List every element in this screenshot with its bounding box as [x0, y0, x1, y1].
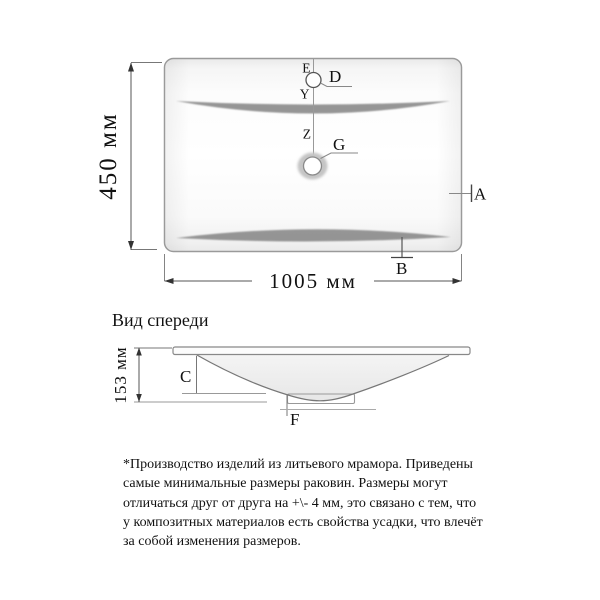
label-g: G	[333, 135, 346, 154]
footnote-line: у композитных материалов есть свойства усадки, что влечёт	[123, 514, 483, 530]
label-a: A	[474, 184, 487, 204]
label-d: D	[329, 67, 342, 86]
height-dimension-label: 450 мм	[95, 112, 122, 200]
top-view	[95, 59, 487, 294]
footnote-line: самые минимальные размеры раковин. Размеры могут	[123, 476, 448, 492]
width-dimension-label: 1005 мм	[269, 269, 357, 293]
label-y: Y	[299, 86, 310, 102]
height-dimension	[128, 63, 162, 251]
label-c: C	[180, 367, 192, 386]
drain-hole	[304, 157, 322, 175]
front-height-dimension-label: 153 мм	[111, 346, 130, 404]
counter-slab	[173, 347, 470, 355]
footnote	[123, 455, 483, 551]
front-view-title: Вид спереди	[112, 310, 209, 330]
label-b: B	[396, 259, 408, 278]
footnote-line: отличаться друг от друга на +\- 4 мм, это связано с тем, что	[123, 495, 477, 511]
label-e: E	[302, 60, 311, 76]
label-f: F	[290, 410, 300, 429]
footnote-line: *Производство изделий из литьевого мрамора. Приведены	[123, 457, 473, 472]
label-z: Z	[302, 126, 311, 142]
front-view	[111, 346, 470, 429]
footnote-line: за собой изменения размеров.	[123, 534, 301, 550]
